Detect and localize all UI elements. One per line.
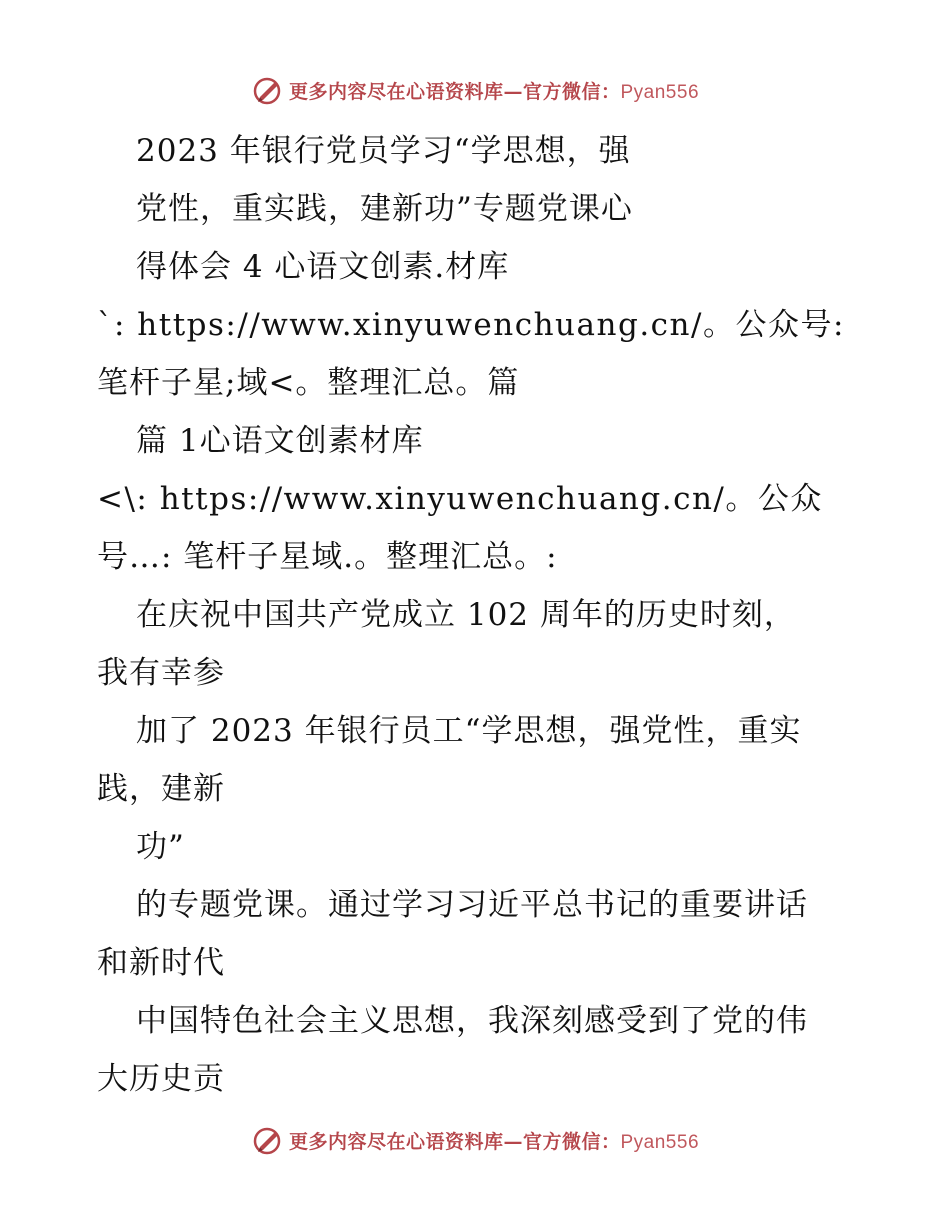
text-line: 2023 年银行党员学习“学思想，强 [136,133,631,169]
header-watermark [0,70,950,110]
text-line: 在庆祝中国共产党成立 102 周年的历史时刻， [136,597,796,633]
text-line: 和新时代 [97,945,225,981]
text-line: 大历史贡 [97,1061,225,1097]
text-line: 中国特色社会主义思想，我深刻感受到了党的伟 [136,1003,808,1039]
text-line: `: https://www.xinyuwenchuang.cn/。公众号: [97,307,845,343]
text-line: 功” [136,829,185,865]
pen-logo-icon [251,1124,283,1156]
pen-logo-icon [251,74,283,106]
text-line: 加了 2023 年银行员工“学思想，强党性，重实 [136,713,802,749]
text-line: 党性，重实践，建新功”专题党课心 [136,191,633,227]
text-line: 得体会 4 心语文创素.材库 [136,249,510,285]
watermark-text: 更多内容尽在心语资料库—官方微信：Pyan556 [288,1130,700,1153]
text-line: 号…: 笔杆子星域.。整理汇总。: [97,539,558,575]
watermark-text: 更多内容尽在心语资料库—官方微信：Pyan556 [288,80,700,103]
text-line: 我有幸参 [97,655,225,691]
text-line: 践，建新 [97,771,225,807]
footer-watermark [0,1120,950,1160]
text-line: <\: https://www.xinyuwenchuang.cn/。公众 [97,481,823,517]
text-line: 篇 1心语文创素材库 [136,423,424,459]
text-line: 的专题党课。通过学习习近平总书记的重要讲话 [136,887,808,923]
text-line: 笔杆子星;域<。整理汇总。篇 [97,365,520,401]
document-body [97,122,917,1108]
